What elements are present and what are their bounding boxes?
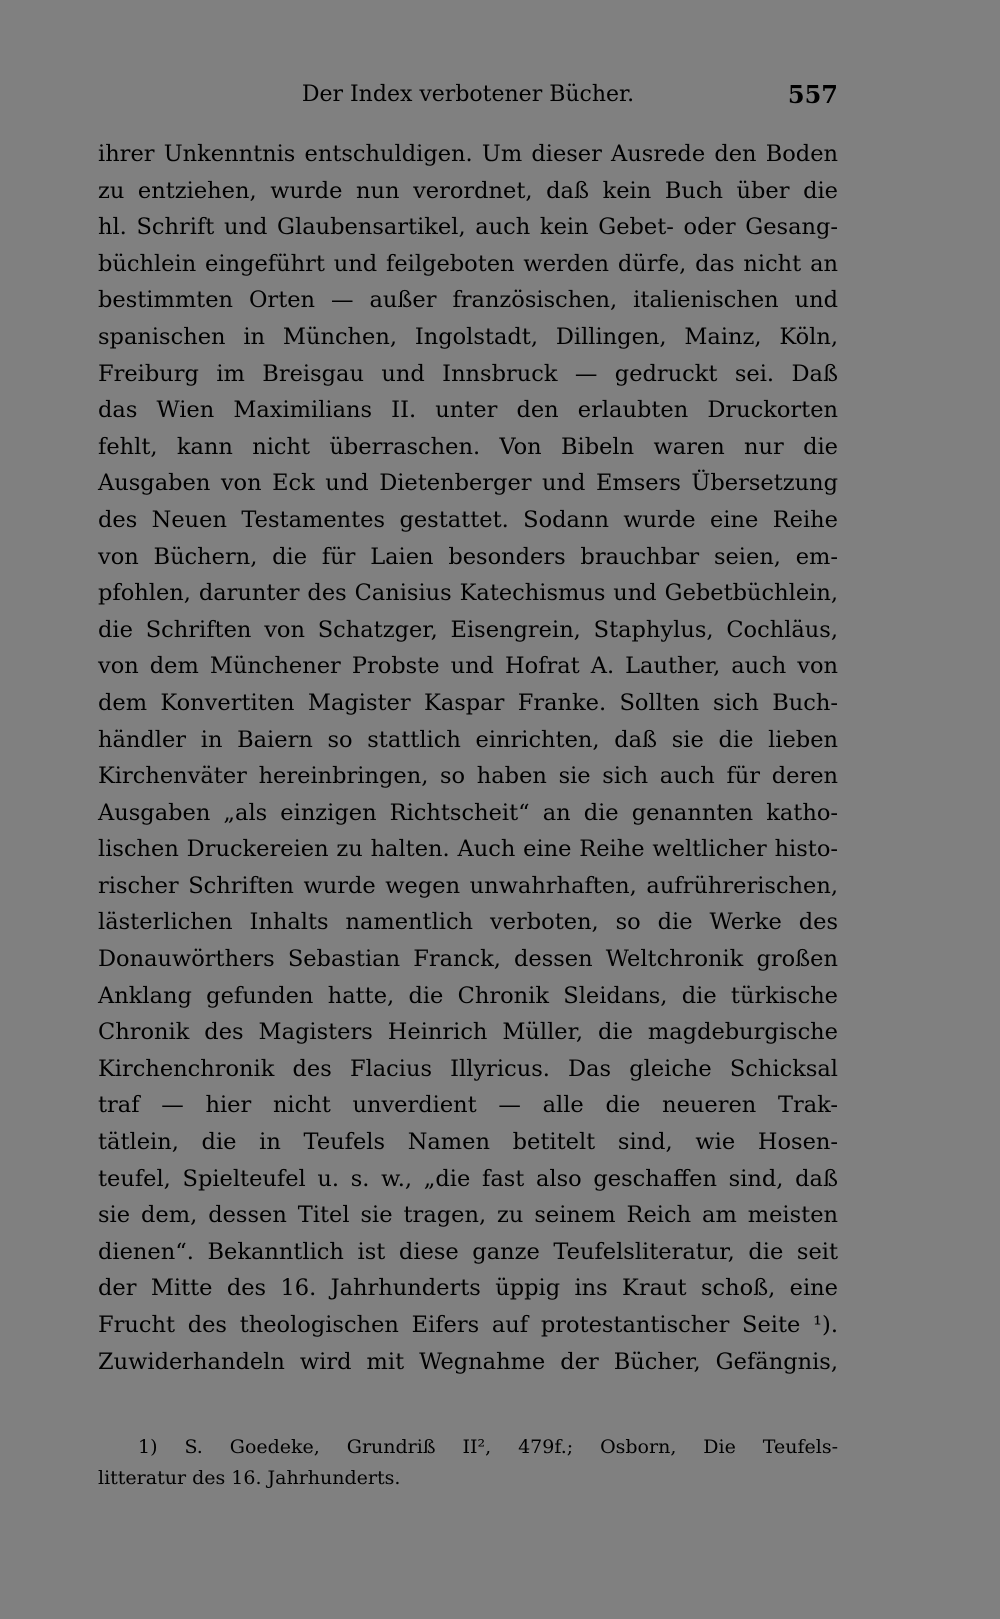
text-line: von dem Münchener Probste und Hofrat A. Lauther, auch von [98,653,838,680]
text-line: Donauwörthers Sebastian Franck, dessen Weltchronik großen [98,946,838,973]
text-line: traf — hier nicht unverdient — alle die neueren Trak- [98,1092,838,1119]
text-line: zu entziehen, wurde nun verordnet, daß kein Buch über die [98,177,838,204]
text-line: pfohlen, darunter des Canisius Katechismus und Gebetbüchlein, [98,580,838,607]
text-line: teufel, Spielteufel u. s. w., „die fast also geschaffen sind, daß [98,1165,838,1192]
text-line: Freiburg im Breisgau und Innsbruck — gedruckt sei. Daß [98,360,838,387]
text-line: tätlein, die in Teufels Namen betitelt sind, wie Hosen- [98,1129,838,1156]
text-line: Anklang gefunden hatte, die Chronik Sleidans, die türkische [98,982,838,1009]
text-line: sie dem, dessen Titel sie tragen, zu seinem Reich am meisten [98,1202,838,1229]
running-title: Der Index verbotener Bücher. [301,82,635,107]
text-line: bestimmten Orten — außer französischen, italienischen und [98,287,838,314]
text-line: ihrer Unkenntnis entschuldigen. Um dieser Ausrede den Boden [98,141,838,167]
text-line: hl. Schrift und Glaubensartikel, auch kein Gebet- oder Gesang- [98,214,838,241]
text-line: Ausgaben von Eck und Dietenberger und Emsers Übersetzung [98,470,838,497]
footnote-line: litteratur des 16. Jahrhunderts. [98,1467,401,1489]
text-line: des Neuen Testamentes gestattet. Sodann wurde eine Reihe [98,506,838,533]
text-line: lischen Druckereien zu halten. Auch eine Reihe weltlicher histo- [98,836,838,863]
text-line: lästerlichen Inhalts namentlich verboten, so die Werke des [98,909,838,936]
text-line: händler in Baiern so stattlich einrichten, daß sie die lieben [98,726,838,753]
text-line: der Mitte des 16. Jahrhunderts üppig ins Kraut schoß, eine [98,1275,838,1302]
text-line: Kirchenchronik des Flacius Illyricus. Das gleiche Schicksal [98,1055,838,1082]
text-line: spanischen in München, Ingolstadt, Dillingen, Mainz, Köln, [98,323,838,350]
body-text [98,136,838,1380]
text-line: die Schriften von Schatzger, Eisengrein, Staphylus, Cochläus, [98,616,838,643]
text-line: Kirchenväter hereinbringen, so haben sie sich auch für deren [98,763,838,790]
text-line: Frucht des theologischen Eifers auf protestantischer Seite ¹). [98,1312,838,1338]
text-line: das Wien Maximilians II. unter den erlaubten Druckorten [98,397,838,424]
text-line: rischer Schriften wurde wegen unwahrhaften, aufrührerischen, [98,872,838,899]
running-header [98,78,838,112]
text-line: dem Konvertiten Magister Kaspar Franke. Sollten sich Buch- [98,689,838,716]
text-line: Ausgaben „als einzigen Richtscheit“ an die genannten katho- [98,799,838,826]
text-line: von Büchern, die für Laien besonders brauchbar seien, em- [98,543,838,570]
footnote-line: 1) S. Goedeke, Grundriß II², 479f.; Osborn, Die Teufels- [138,1436,838,1458]
text-line: Zuwiderhandeln wird mit Wegnahme der Bücher, Gefängnis, [98,1348,838,1375]
text-line: büchlein eingeführt und feilgeboten werden dürfe, das nicht an [98,250,838,277]
text-line: dienen“. Bekanntlich ist diese ganze Teufelsliteratur, die seit [98,1238,838,1265]
text-line: Chronik des Magisters Heinrich Müller, die magdeburgische [98,1019,838,1046]
page-number: 557 [787,80,838,109]
text-line: fehlt, kann nicht überraschen. Von Bibeln waren nur die [98,433,838,460]
footnotes [98,1432,838,1494]
